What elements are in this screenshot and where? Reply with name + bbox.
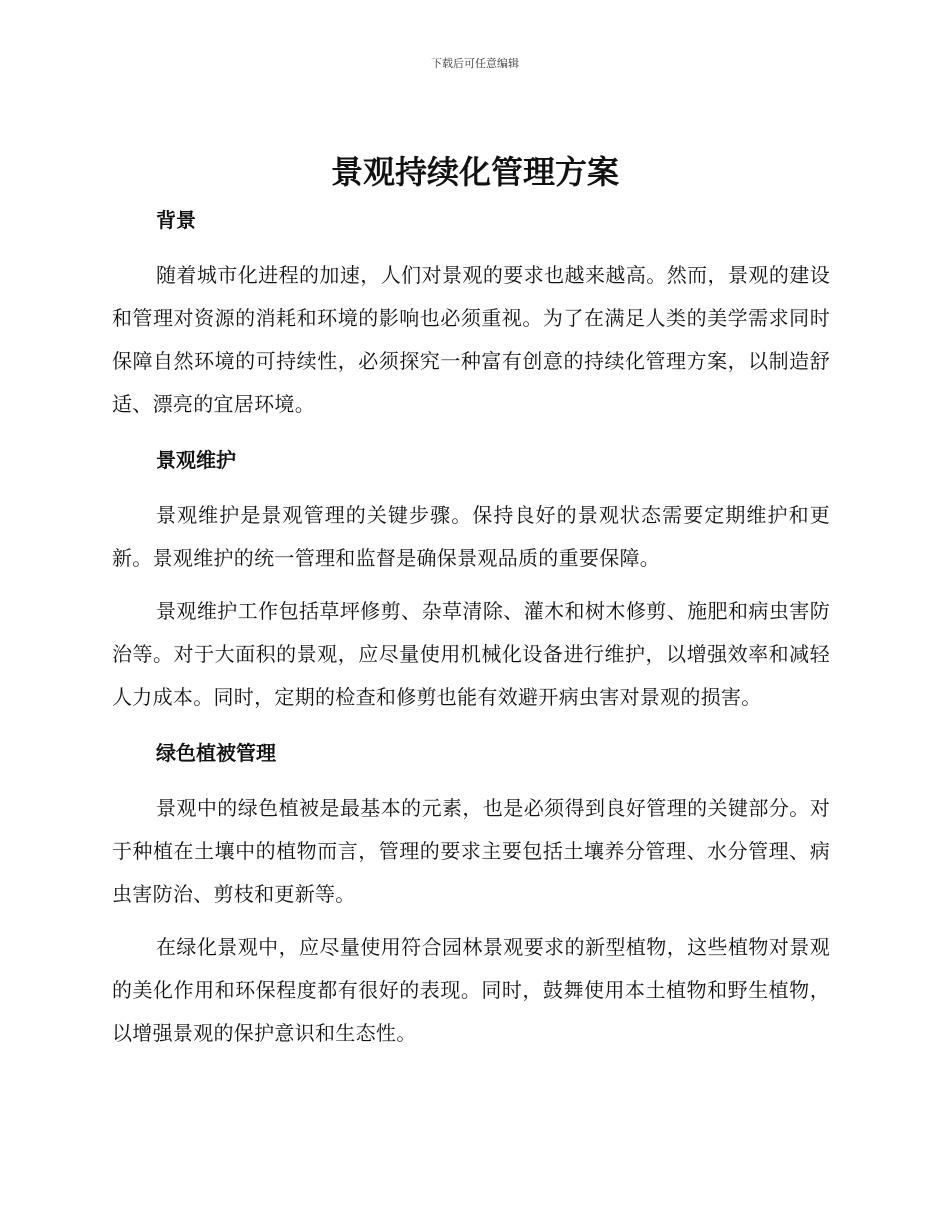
document-body bbox=[112, 200, 830, 1055]
paragraph: 随着城市化进程的加速，人们对景观的要求也越来越高。然而，景观的建设和管理对资源的消耗和环境的影响也必须重视。为了在满足人类的美学需求同时保障自然环境的可持续性，必须探究一种富有创意的持续化管理方案，以制造舒适、漂亮的宜居环境。 bbox=[112, 263, 830, 416]
paragraph: 景观维护工作包括草坪修剪、杂草清除、灌木和树木修剪、施肥和病虫害防治等。对于大面积的景观，应尽量使用机械化设备进行维护，以增强效率和减轻人力成本。同时，定期的检查和修剪也能有效避开病虫害对景观的损害。 bbox=[112, 599, 830, 709]
section-landscape-maintenance bbox=[112, 440, 830, 719]
section-heading: 绿色植被管理 bbox=[156, 741, 276, 765]
section-green-vegetation bbox=[112, 733, 830, 1055]
paragraph: 在绿化景观中，应尽量使用符合园林景观要求的新型植物，这些植物对景观的美化作用和环保程度都有很好的表现。同时，鼓舞使用本土植物和野生植物，以增强景观的保护意识和生态性。 bbox=[112, 935, 830, 1045]
paragraph: 景观中的绿色植被是最基本的元素，也是必须得到良好管理的关键部分。对于种植在土壤中的植物而言，管理的要求主要包括土壤养分管理、水分管理、病虫害防治、剪枝和更新等。 bbox=[112, 796, 830, 906]
section-heading: 景观维护 bbox=[156, 448, 236, 472]
section-heading: 背景 bbox=[156, 208, 196, 232]
section-background bbox=[112, 200, 830, 426]
paragraph: 景观维护是景观管理的关键步骤。保持良好的景观状态需要定期维护和更新。景观维护的统一管理和监督是确保景观品质的重要保障。 bbox=[112, 503, 830, 570]
header-note: 下载后可任意编辑 bbox=[431, 57, 519, 70]
page-title: 景观持续化管理方案 bbox=[330, 153, 619, 191]
